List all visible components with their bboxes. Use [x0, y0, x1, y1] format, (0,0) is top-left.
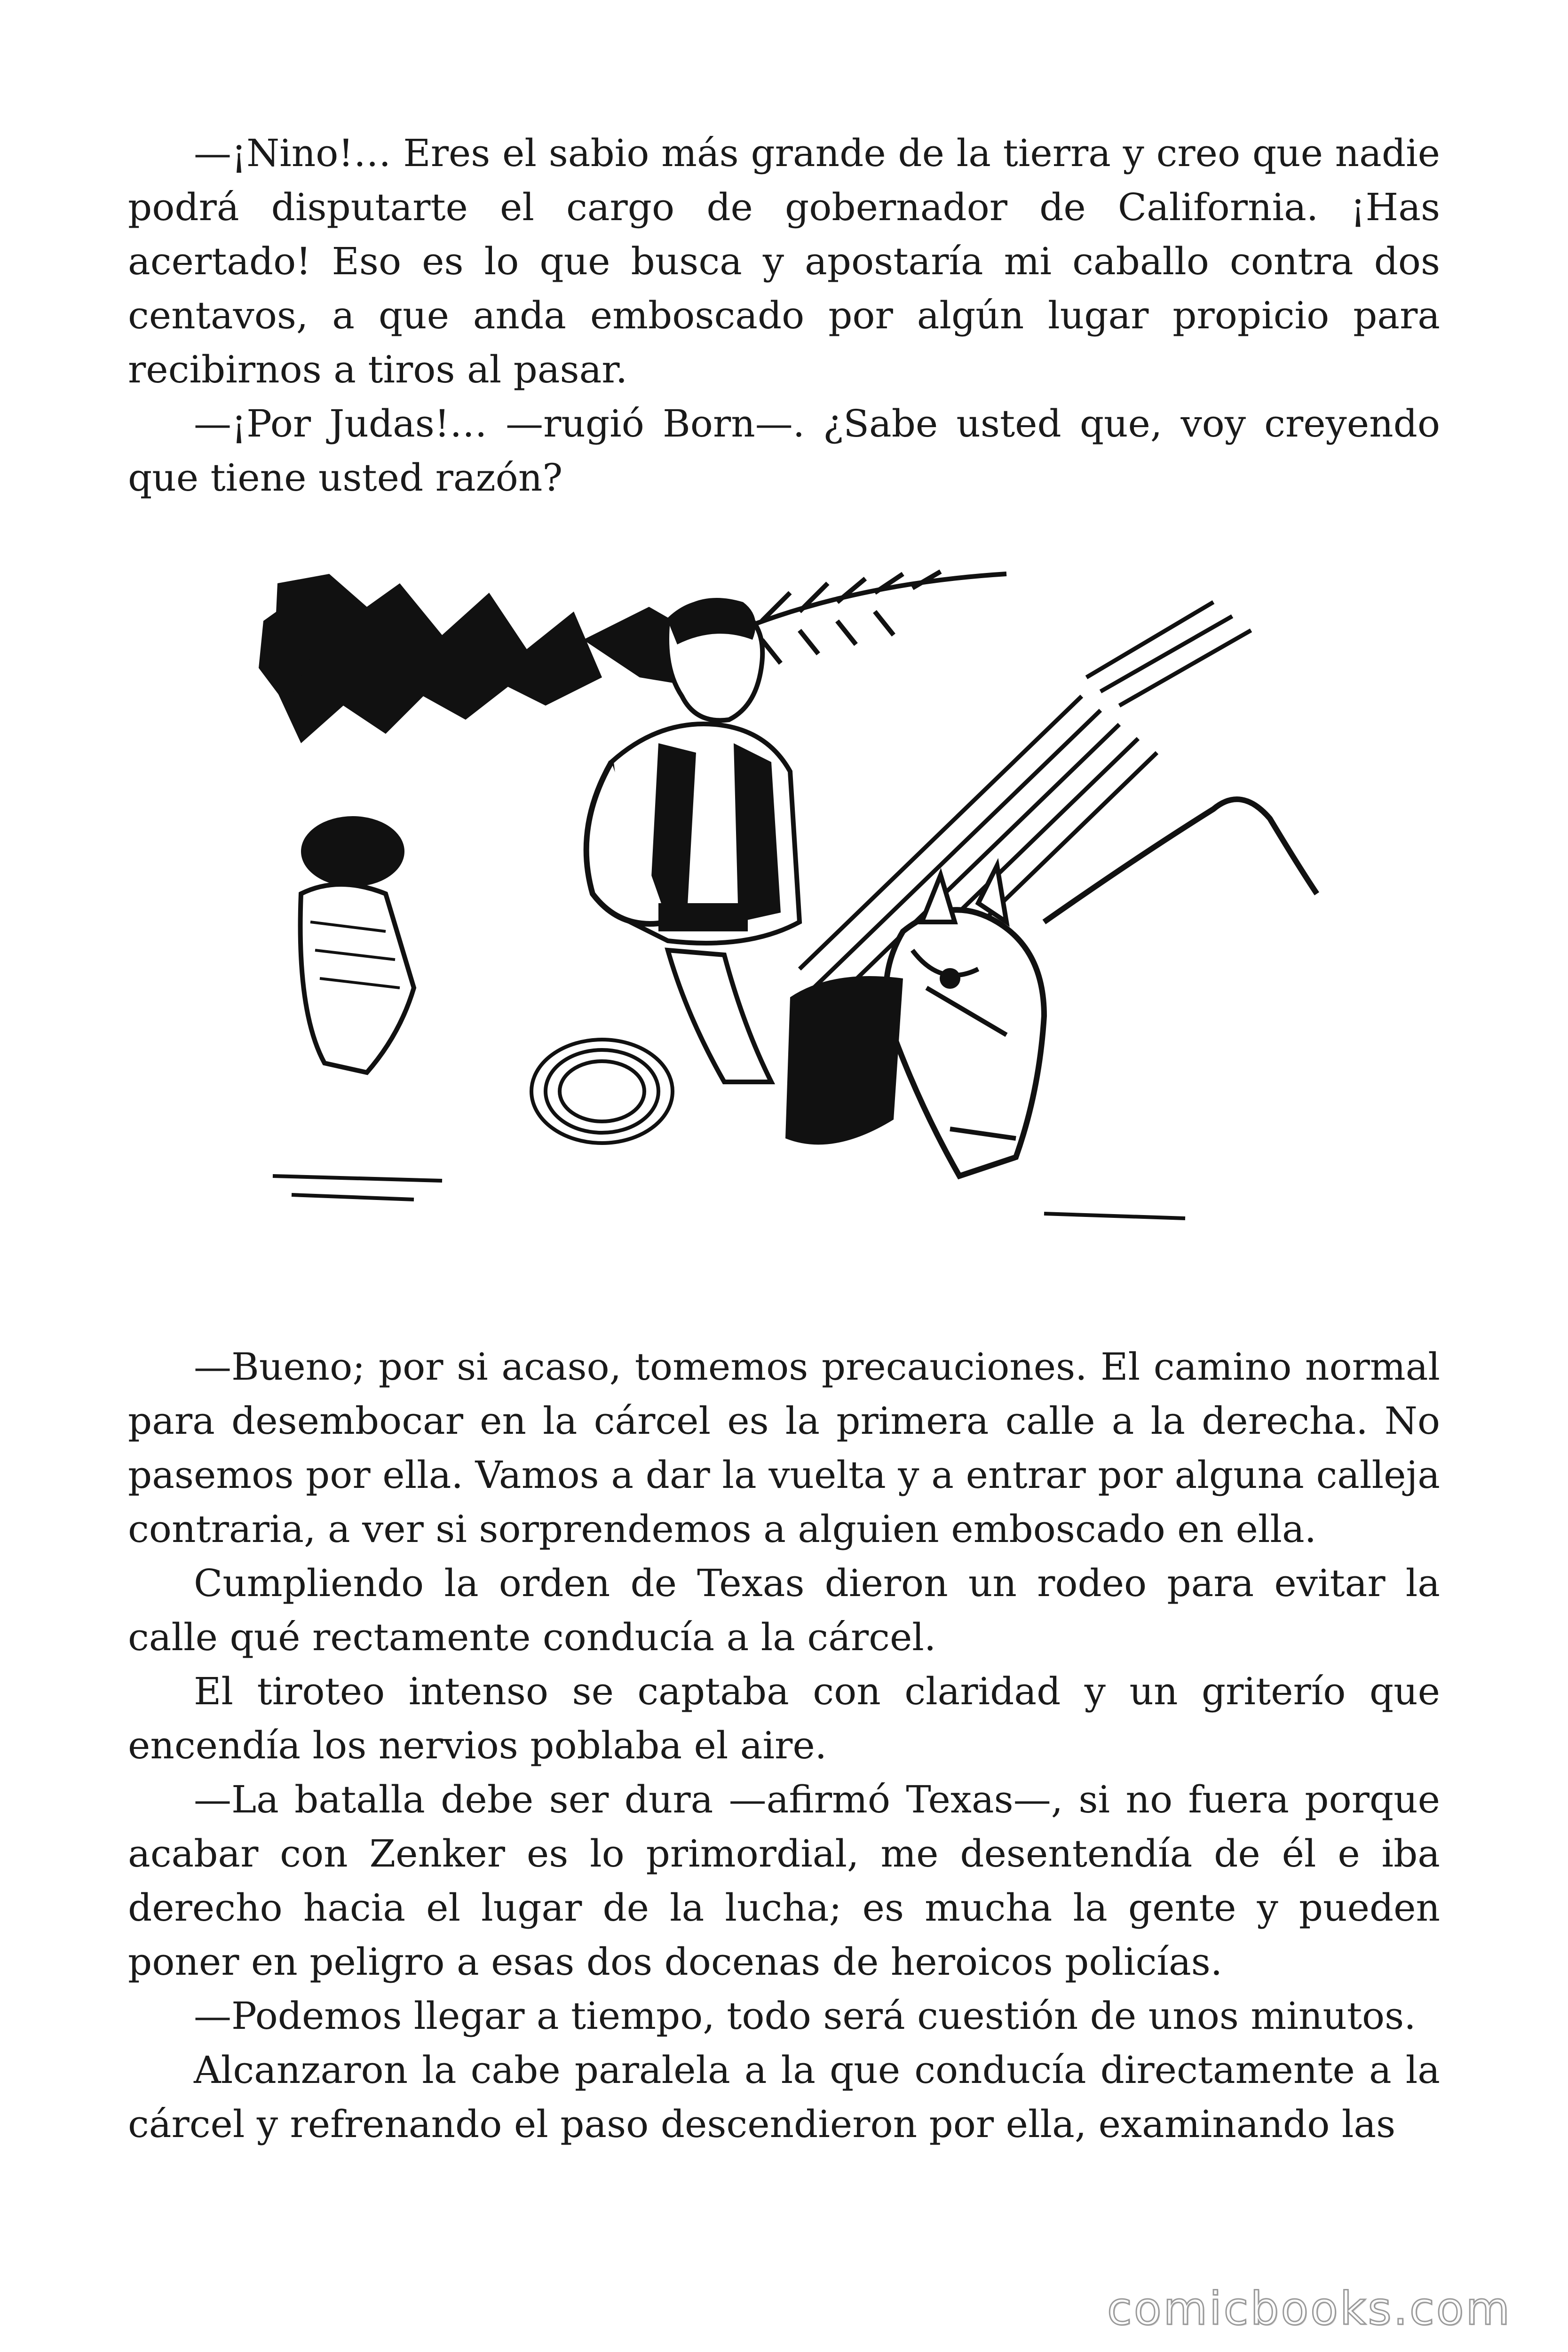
top-text-block	[128, 126, 1440, 505]
paragraph: —¡Nino!… Eres el sabio más grande de la tierra y creo que nadie podrá disputarte el cargo de gobernador de California. ¡Has acertado! Eso es lo que busca y apostaría mi caballo contra dos centavos, a que anda emboscado por algún lugar propicio para recibirnos a tiros al pasar.	[128, 131, 1440, 391]
second-rider	[301, 816, 414, 1073]
rock-outline	[1044, 799, 1317, 922]
ground-lines	[273, 1176, 1185, 1218]
tree-foliage	[259, 574, 715, 743]
cowboy-figure	[586, 598, 800, 1082]
watermark: comicbooks.com	[1107, 2282, 1512, 2335]
paragraph: —¡Por Judas!… —rugió Born—. ¿Sabe usted que, voy creyendo que tiene usted razón?	[128, 402, 1440, 500]
paragraph: El tiroteo intenso se captaba con claridad y un griterío que encendía los nervios poblaba el aire.	[128, 1669, 1440, 1767]
horse	[785, 866, 1044, 1176]
paragraph: —Podemos llegar a tiempo, todo será cuestión de unos minutos.	[194, 1994, 1416, 2038]
bottom-text-block	[128, 1340, 1440, 2151]
paragraph: —Bueno; por si acaso, tomemos precauciones. El camino normal para desembocar en la cárcel es la primera calle a la derecha. No pasemos por ella. Vamos a dar la vuelta y a entrar por alguna calleja contraria, a ver si sorprendemos a alguien emboscado en ella.	[128, 1345, 1440, 1551]
paragraph: —La batalla debe ser dura —afirmó Texas—, si no fuera porque acabar con Zenker es lo primordial, me desentendía de él e iba derecho hacia el lugar de la lucha; es mucha la gente y pueden poner en peligro a esas dos docenas de heroicos policías.	[128, 1778, 1440, 1984]
paragraph: Cumpliendo la orden de Texas dieron un rodeo para evitar la calle qué rectamente conducía a la cárcel.	[128, 1561, 1440, 1659]
lasso	[531, 1040, 673, 1143]
paragraph: Alcanzaron la cabe paralela a la que conducía directamente a la cárcel y refrenando el paso descendieron por ella, examinando las	[128, 2048, 1440, 2146]
palm-fronds	[738, 572, 1006, 663]
cowboy-illustration	[245, 564, 1340, 1261]
